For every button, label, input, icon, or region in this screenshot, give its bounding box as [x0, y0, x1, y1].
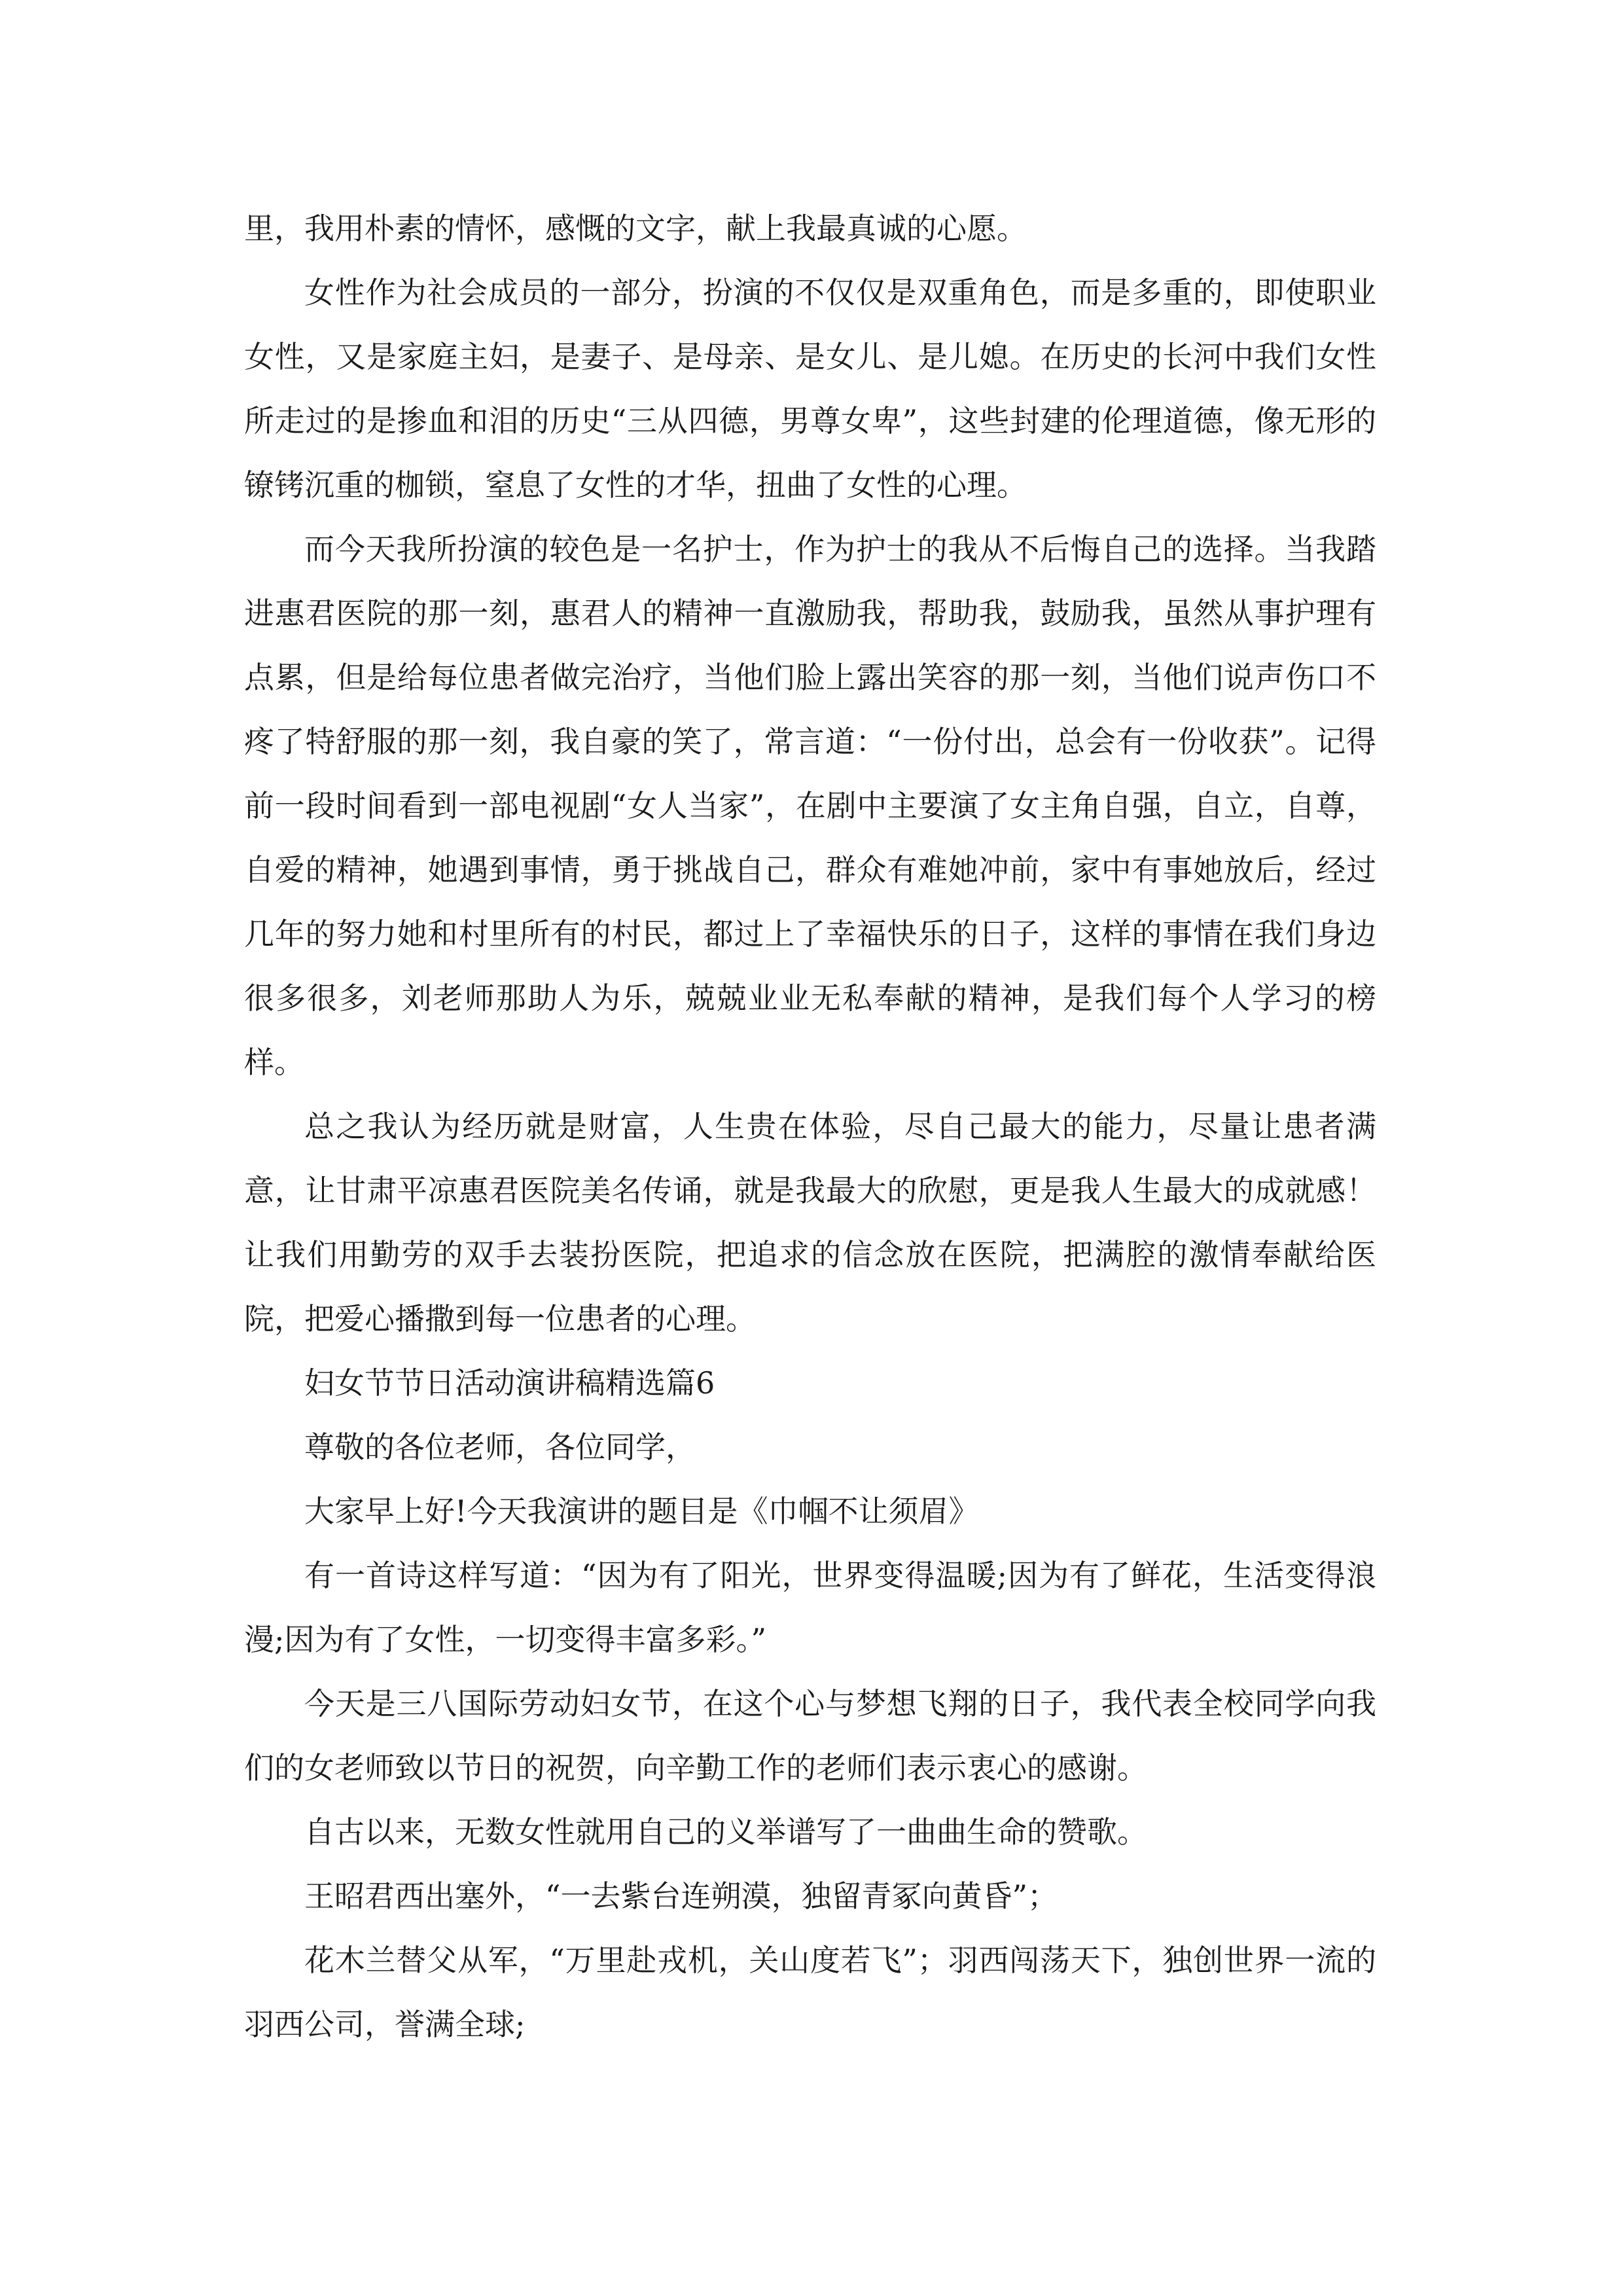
paragraph-4: 总之我认为经历就是财富，人生贵在体验，尽自己最大的能力，尽量让患者满意，让甘肃平凉惠君医院美名传诵，就是我最大的欣慰，更是我人生最大的成就感！让我们用勤劳的双手去装扮医院，把追求的信念放在医院，把满腔的激情奉献给医院，把爱心播撒到每一位患者的心理。: [244, 1109, 1376, 1336]
paragraph-wang-zhaojun: 王昭君西出塞外，“一去紫台连朔漠，独留青冢向黄昏”；: [304, 1878, 1058, 1914]
paragraph-festival: 今天是三八国际劳动妇女节，在这个心与梦想飞翔的日子，我代表全校同学向我们的女老师致以节日的祝贺，向辛勤工作的老师们表示衷心的感谢。: [244, 1686, 1376, 1785]
paragraph-history: 自古以来，无数女性就用自己的义举谱写了一曲曲生命的赞歌。: [304, 1814, 1147, 1850]
paragraph-2: 女性作为社会成员的一部分，扮演的不仅仅是双重角色，而是多重的，即使职业女性，又是家庭主妇，是妻子、是母亲、是女儿、是儿媳。在历史的长河中我们女性所走过的是掺血和泪的历史“三从四德，男尊女卑”，这些封建的伦理道德，像无形的镣铐沉重的枷锁，窒息了女性的才华，扭曲了女性的心理。: [244, 275, 1376, 503]
document-body: [244, 196, 1376, 2056]
salutation: 尊敬的各位老师，各位同学，: [304, 1429, 696, 1465]
section-heading: 妇女节节日活动演讲稿精选篇6: [304, 1365, 715, 1401]
paragraph-poem: 有一首诗这样写道：“因为有了阳光，世界变得温暖;因为有了鲜花，生活变得浪漫;因为有了女性，一切变得丰富多彩。”: [244, 1558, 1376, 1657]
paragraph-1: 里，我用朴素的情怀，感慨的文字，献上我最真诚的心愿。: [244, 211, 1027, 246]
paragraph-3: 而今天我所扮演的较色是一名护士，作为护士的我从不后悔自己的选择。当我踏进惠君医院的那一刻，惠君人的精神一直激励我，帮助我，鼓励我，虽然从事护理有点累，但是给每位患者做完治疗，当他们脸上露出笑容的那一刻，当他们说声伤口不疼了特舒服的那一刻，我自豪的笑了，常言道：“一份付出，总会有一份收获”。记得前一段时间看到一部电视剧“女人当家”，在剧中主要演了女主角自强，自立，自尊，自爱的精神，她遇到事情，勇于挑战自己，群众有难她冲前，家中有事她放后，经过几年的努力她和村里所有的村民，都过上了幸福快乐的日子，这样的事情在我们身边很多很多，刘老师那助人为乐，兢兢业业无私奉献的精神，是我们每个人学习的榜样。: [244, 531, 1376, 1080]
greeting-line: 大家早上好!今天我演讲的题目是《巾帼不让须眉》: [304, 1494, 979, 1529]
paragraph-hua-mulan: 花木兰替父从军，“万里赴戎机，关山度若飞”；羽西闯荡天下，独创世界一流的羽西公司，誉满全球;: [244, 1943, 1376, 2042]
